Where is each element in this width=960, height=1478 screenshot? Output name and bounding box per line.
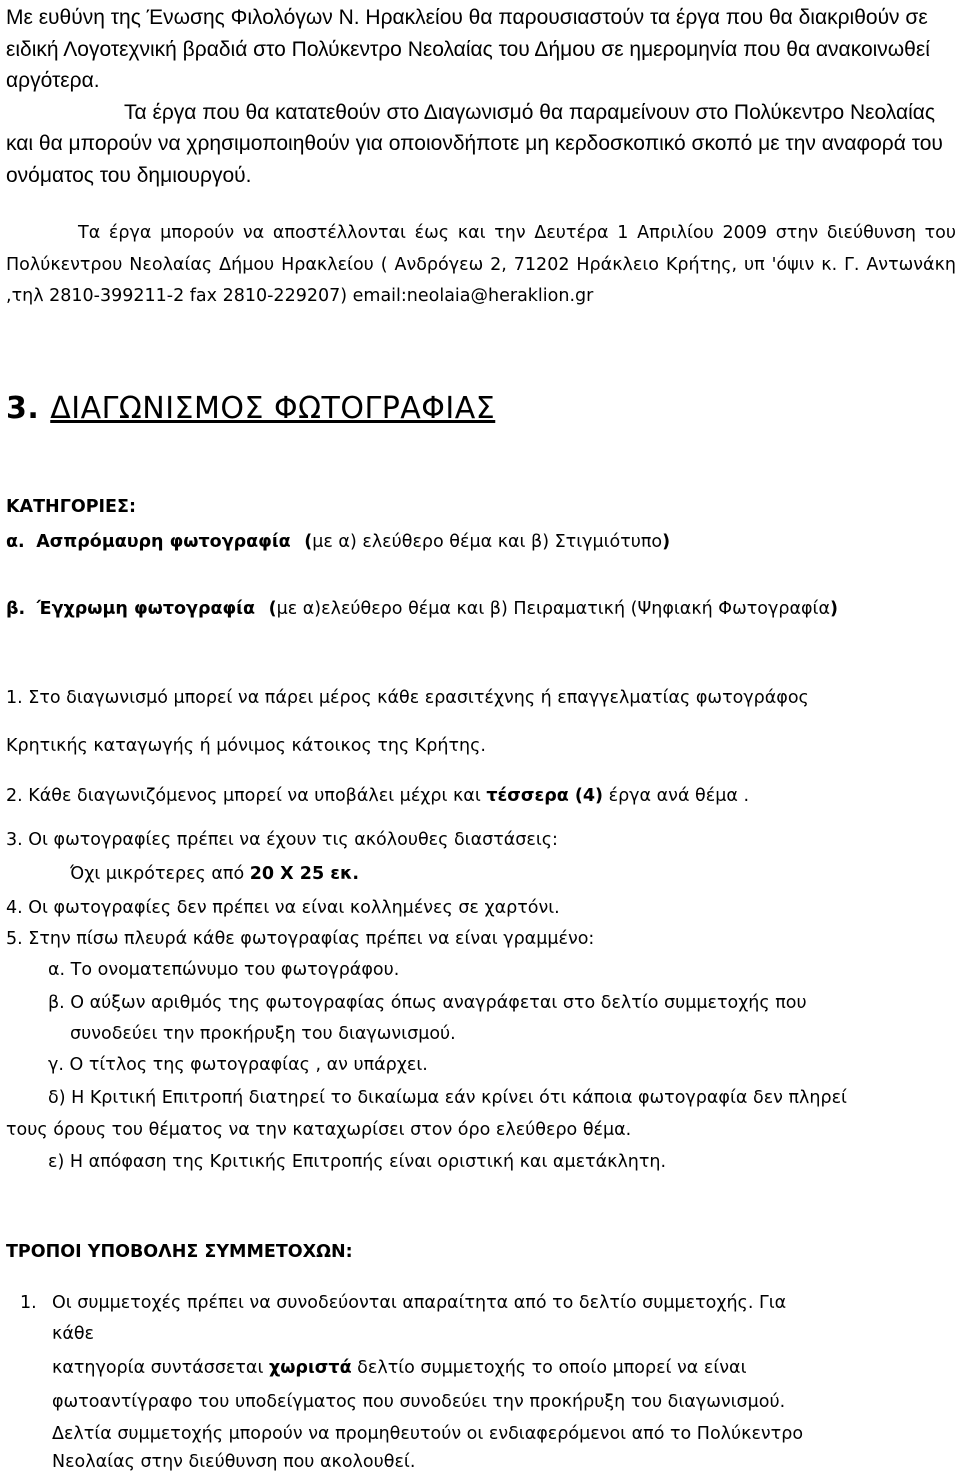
rule-3-line-2 <box>70 864 359 884</box>
rule-2-bold: τέσσερα (4) <box>486 786 604 806</box>
categories-label: ΚΑΤΗΓΟΡΙΕΣ: <box>6 497 136 517</box>
rule-d-line-2: τους όρους του θέματος να την καταχωρίσει στον όρο ελεύθερο θέμα. <box>6 1120 632 1140</box>
rule-3-line-1: 3. Οι φωτογραφίες πρέπει να έχουν τις ακόλουθες διαστάσεις: <box>6 830 558 850</box>
section-3-heading <box>6 387 495 431</box>
section-number: 3. <box>6 391 40 426</box>
submission-item-1-line-1: Οι συμμετοχές πρέπει να συνοδεύονται απαραίτητα από το δελτίο συμμετοχής. Για <box>52 1293 787 1313</box>
submission-item-1-line-3 <box>52 1358 747 1378</box>
category-a <box>6 532 670 552</box>
rule-d-line-1: δ) Η Κριτική Επιτροπή διατηρεί το δικαίωμα εάν κρίνει ότι κάποια φωτογραφία δεν πληρεί <box>48 1088 847 1108</box>
rule-1-line-2: Κρητικής καταγωγής ή μόνιμος κάτοικος της Κρήτης. <box>6 736 486 756</box>
rule-4: 4. Οι φωτογραφίες δεν πρέπει να είναι κολλημένες σε χαρτόνι. <box>6 898 560 918</box>
rule-1-line-1: 1. Στο διαγωνισμό μπορεί να πάρει μέρος κάθε ερασιτέχνης ή επαγγελματίας φωτογράφος <box>6 688 809 708</box>
category-a-close-paren: ) <box>662 532 671 552</box>
category-b-open-paren: ( <box>268 599 277 619</box>
intro-section <box>6 2 956 191</box>
rule-2-text: 2. Κάθε διαγωνιζόμενος μπορεί να υποβάλει μέχρι και <box>6 786 487 806</box>
submission-paragraph: Τα έργα μπορούν να αποστέλλονται έως και την Δευτέρα 1 Απριλίου 2009 στην διεύθυνση του Πολύκεντρου Νεολαίας Δήμου Ηρακλείου ( Ανδρόγεω 2, 71202 Ηράκλειο Κρήτης, υπ 'όψιν κ. Γ. Αντωνάκη ,τηλ 2810-399211-2 fax 2810-229207) email:neolaia@heraklion.gr <box>6 223 956 306</box>
rule-5-b-line-2: συνοδεύει την προκήρυξη του διαγωνισμού. <box>70 1024 456 1044</box>
submission-item-1-line-6: Νεολαίας στην διεύθυνση που ακολουθεί. <box>52 1452 416 1472</box>
category-b <box>6 592 866 627</box>
category-a-prefix: α. <box>6 532 25 552</box>
rule-3-dimensions: 20 Χ 25 εκ. <box>249 864 360 884</box>
category-a-title: Ασπρόμαυρη φωτογραφία <box>36 532 291 552</box>
submission-info <box>6 218 956 313</box>
line-3-text-b: δελτίο συμμετοχής το οποίο μπορεί να είναι <box>351 1358 747 1378</box>
submission-item-1-line-5: Δελτία συμμετοχής μπορούν να προμηθευτούν οι ενδιαφερόμενοι από το Πολύκεντρο <box>52 1424 804 1444</box>
category-b-close-paren: ) <box>829 599 838 619</box>
line-3-bold: χωριστά <box>268 1358 352 1378</box>
rule-5-c: γ. Ο τίτλος της φωτογραφίας , αν υπάρχει. <box>48 1055 428 1075</box>
category-b-title: Έγχρωμη φωτογραφία <box>36 599 256 619</box>
category-a-open-paren: ( <box>304 532 313 552</box>
section-title: ΔΙΑΓΩΝΙΣΜΟΣ ΦΩΤΟΓΡΑΦΙΑΣ <box>50 391 496 426</box>
rule-5-a: α. Το ονοματεπώνυμο του φωτογράφου. <box>48 960 400 980</box>
rule-2-tail: έργα ανά θέμα . <box>603 786 750 806</box>
submission-methods-label: ΤΡΟΠΟΙ ΥΠΟΒΟΛΗΣ ΣΥΜΜΕΤΟΧΩΝ: <box>6 1242 353 1262</box>
line-3-text-a: κατηγορία συντάσσεται <box>52 1358 269 1378</box>
rule-2 <box>6 786 749 806</box>
rule-5-b-line-1: β. Ο αύξων αριθμός της φωτογραφίας όπως αναγράφεται στο δελτίο συμμετοχής που <box>48 993 807 1013</box>
category-b-detail: με α)ελεύθερο θέμα και β) Πειραματική (Ψηφιακή Φωτογραφία <box>276 599 830 619</box>
rule-3-text: Όχι μικρότερες από <box>70 864 250 884</box>
intro-paragraph-2: Τα έργα που θα κατατεθούν στο Διαγωνισμό θα παραμείνουν στο Πολύκεντρο Νεολαίας και θα μπορούν να χρησιμοποιηθούν για οποιονδήποτε μη κερδοσκοπικό σκοπό με την αναφορά του ονόματος του δημιουργού. <box>6 100 943 187</box>
category-a-detail: με α) ελεύθερο θέμα και β) Στιγμιότυπο <box>312 532 663 552</box>
category-b-prefix: β. <box>6 599 26 619</box>
intro-paragraph-1: Με ευθύνη της Ένωσης Φιλολόγων Ν. Ηρακλείου θα παρουσιαστούν τα έργα που θα διακριθούν σε ειδική Λογοτεχνική βραδιά στο Πολύκεντρο Νεολαίας του Δήμου σε ημερομηνία που θα ανακοινωθεί αργότερα. <box>6 6 930 92</box>
submission-item-1-line-2: κάθε <box>52 1324 95 1344</box>
rule-5: 5. Στην πίσω πλευρά κάθε φωτογραφίας πρέπει να είναι γραμμένο: <box>6 929 595 949</box>
rule-e: ε) Η απόφαση της Κριτικής Επιτροπής είναι οριστική και αμετάκλητη. <box>48 1152 667 1172</box>
submission-item-1-line-4: φωτοαντίγραφο του υποδείγματος που συνοδεύει την προκήρυξη του διαγωνισμού. <box>52 1392 786 1412</box>
submission-item-1-number: 1. <box>20 1293 37 1313</box>
